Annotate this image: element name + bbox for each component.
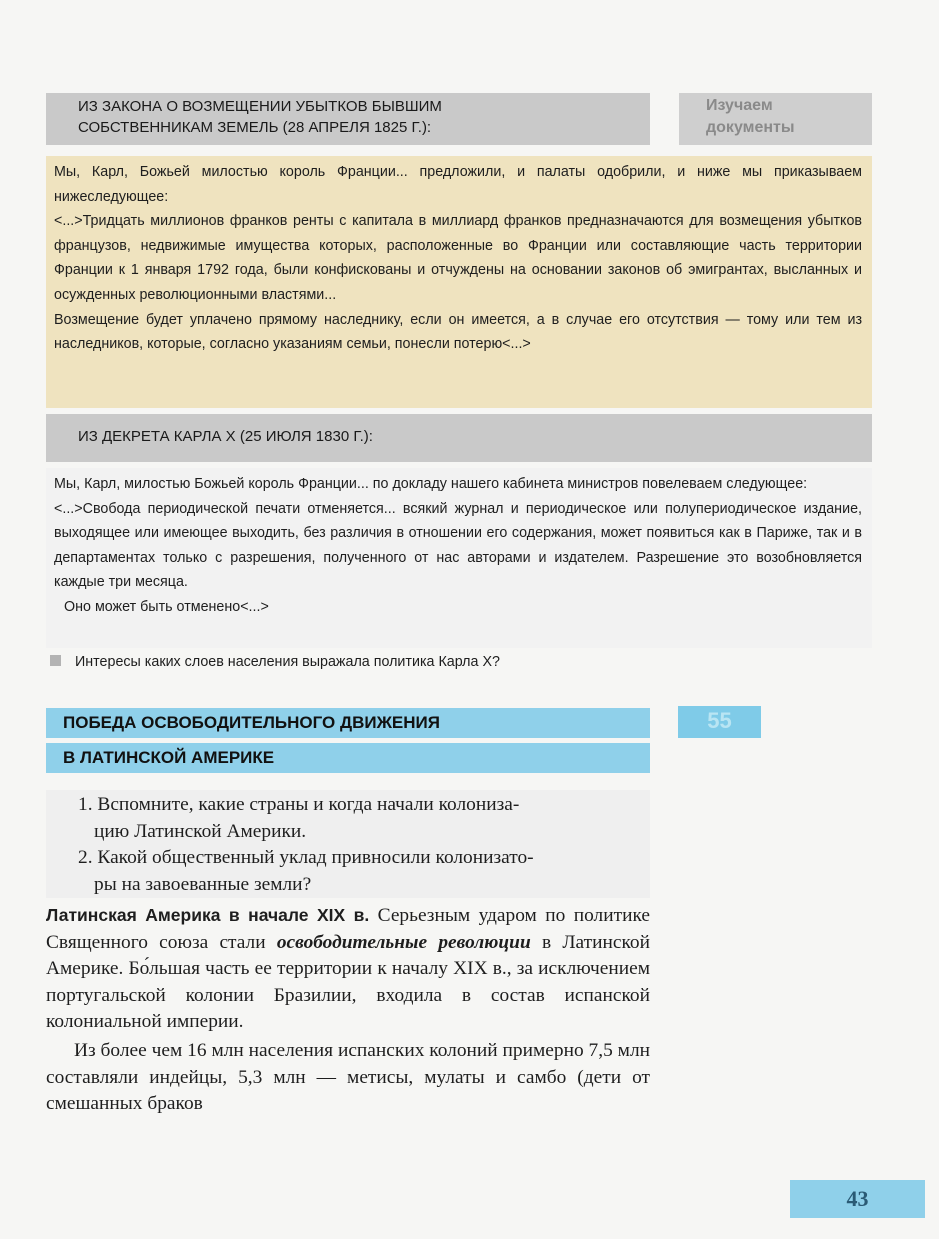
doc1-para1: Мы, Карл, Божьей милостью король Франции... предложили, и палаты одобрили, и ниже мы приказываем нижеследующее:: [54, 164, 862, 205]
doc1-text-box: [46, 156, 872, 408]
tag-line1: Изучаем: [706, 97, 773, 114]
recall-q1-line1: 1. Вспомните, какие страны и когда начали колониза-: [78, 794, 520, 815]
recall-q2-line1: 2. Какой общественный уклад привносили колонизато-: [78, 847, 534, 869]
page-number: 43: [846, 1186, 869, 1211]
doc2-header-text: ИЗ ДЕКРЕТА КАРЛА X (25 ИЮЛЯ 1830 Г.):: [78, 428, 373, 445]
doc2-para3: Оно может быть отменено<...>: [64, 598, 269, 615]
doc2-para1: Мы, Карл, милостью Божьей король Франции... по докладу нашего кабинета министров повелеваем следующее:: [54, 476, 808, 492]
doc2-question: [46, 650, 872, 674]
page-number-box: [790, 1180, 925, 1218]
recall-questions: [46, 790, 650, 898]
body-subheading: Латинская Америка в начале XIX в.: [46, 905, 370, 925]
recall-q2-line2: ры на завоеванные земли?: [94, 873, 312, 895]
study-documents-tag: [679, 93, 872, 145]
tag-line2: документы: [706, 119, 795, 136]
doc1-para2: <...>Тридцать миллионов франков ренты с капитала в миллиард франков предназначаются для возмещения убытков французов, недвижимые имущества которых, расположенные во Франции или составляющие часть территории Франции к 1 января 1792 года, были конфискованы и отчуждены на основании законов об эмигрантах, высланных и осужденных революционными властями...: [54, 213, 862, 303]
doc2-para2: <...>Свобода периодической печати отменяется... всякий журнал и периодическое или полупериодическое издание, выходящее или имеющее выходить, без различия в отношении его содержания, может появиться как в Париже, так и в департаментах только с разрешения, полученного от нас авторами и издателем. Разрешение это возобновляется каждые три месяца.: [54, 500, 862, 591]
doc1-para3: Возмещение будет уплачено прямому наследнику, если он имеется, а в случае его отсутствия — тому или тем из наследников, которые, согласно указаниям семьи, понесли потерю<...>: [54, 311, 862, 353]
doc2-header: [46, 414, 872, 462]
body-para1-a: Серьезным ударом по политике Священного союза стали: [46, 905, 650, 953]
question-bullet-icon: [50, 655, 61, 666]
body-para2: Из более чем 16 млн населения испанских колоний примерно 7,5 млн составляли индейцы, 5,3 млн — метисы, мулаты и самбо (дети от смешанных браков: [46, 1039, 650, 1115]
main-body: [46, 902, 650, 1152]
body-para1: [46, 902, 650, 1036]
section-title-line1: ПОБЕДА ОСВОБОДИТЕЛЬНОГО ДВИЖЕНИЯ: [46, 708, 650, 738]
doc2-text-box: [46, 468, 872, 648]
doc1-header-line2: СОБСТВЕННИКАМ ЗЕМЕЛЬ (28 АПРЕЛЯ 1825 Г.):: [78, 119, 432, 136]
doc1-header: [46, 93, 650, 145]
doc1-header-line1: ИЗ ЗАКОНА О ВОЗМЕЩЕНИИ УБЫТКОВ БЫВШИМ: [78, 98, 442, 115]
body-para1-emphasis: освободительные революции: [276, 931, 531, 953]
section-title-line2: В ЛАТИНСКОЙ АМЕРИКЕ: [46, 743, 650, 773]
section-number-badge: [678, 706, 761, 738]
question-text: Интересы каких слоев населения выражала политика Карла X?: [74, 654, 500, 670]
body-para1-b: в Латинской Америке. Бо́льшая часть ее территории к началу XIX в., за исключением португальской колонии Бразилии, входила в состав испанской колониальной империи.: [46, 931, 650, 1033]
section-number: 55: [707, 708, 732, 733]
recall-q1-line2: цию Латинской Америки.: [94, 820, 307, 842]
